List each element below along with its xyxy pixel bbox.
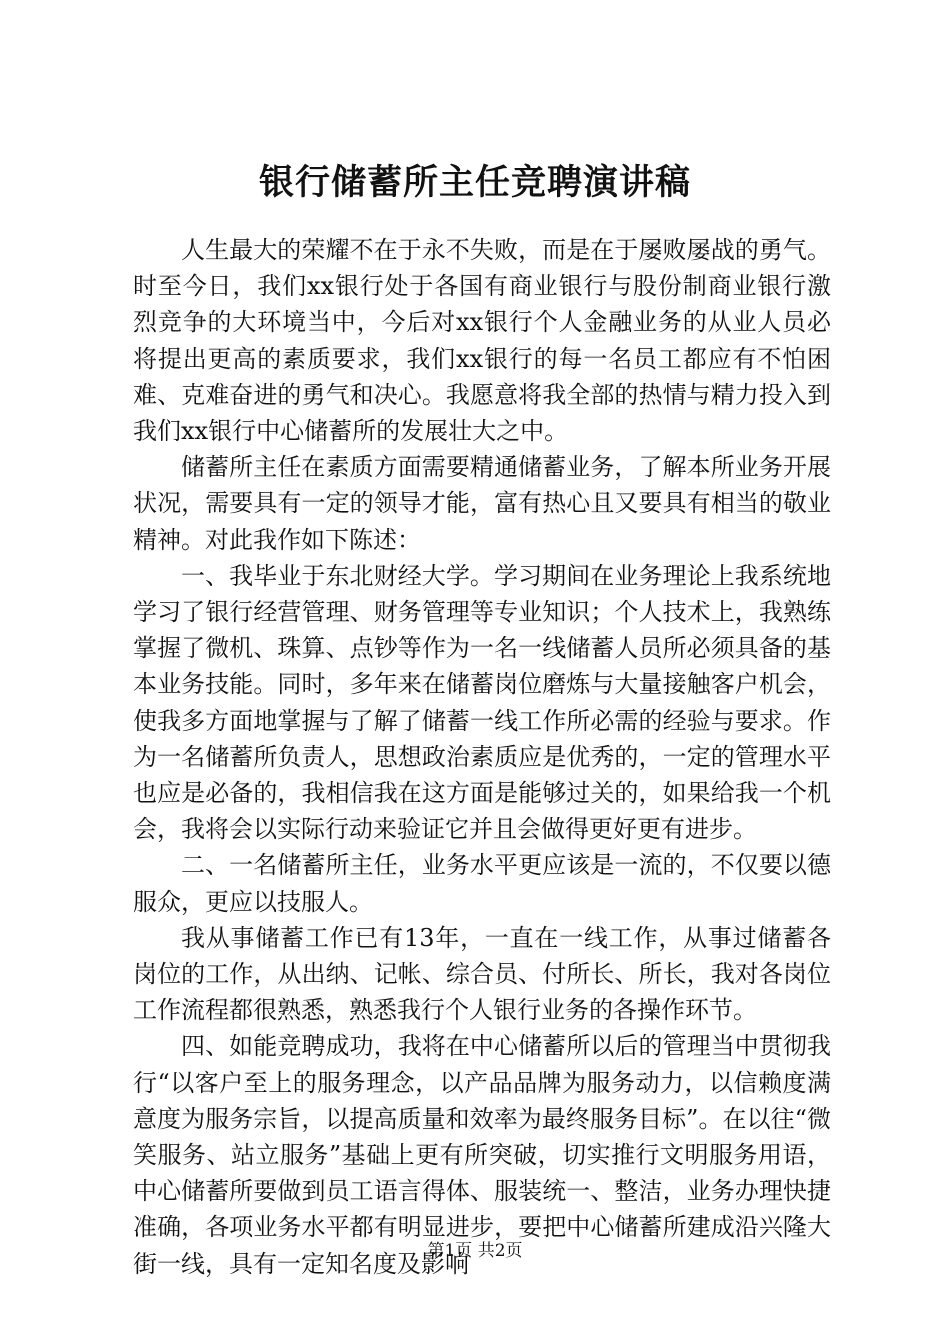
page-number-footer: 第1页 共2页 <box>427 1241 523 1261</box>
paragraph-1: 人生最大的荣耀不在于永不失败，而是在于屡败屡战的勇气。时至今日，我们xx银行处于各国有商业银行与股份制商业银行激烈竞争的大环境当中，今后对xx银行个人金融业务的从业人员必将提出更高的素质要求，我们xx银行的每一名员工都应有不怕困难、克难奋进的勇气和决心。我愿意将我全部的热情与精力投入到我们xx银行中心储蓄所的发展壮大之中。 <box>133 236 831 446</box>
paragraph-2: 储蓄所主任在素质方面需要精通储蓄业务，了解本所业务开展状况，需要具有一定的领导才能，富有热心且又要具有相当的敬业精神。对此我作如下陈述： <box>133 453 831 554</box>
document-body <box>133 232 831 1282</box>
paragraph-6: 四、如能竞聘成功，我将在中心储蓄所以后的管理当中贯彻我行“以客户至上的服务理念，以产品品牌为服务动力，以信赖度满意度为服务宗旨，以提高质量和效率为最终服务目标”。在以往“微笑服务、站立服务”基础上更有所突破，切实推行文明服务用语，中心储蓄所要做到员工语言得体、服装统一、整洁，业务办理快捷准确，各项业务水平都有明显进步，要把中心储蓄所建成沿兴隆大街一线，具有一定知名度及影响 <box>133 1032 831 1278</box>
document-title: 银行储蓄所主任竞聘演讲稿 <box>258 162 691 203</box>
paragraph-4: 二、一名储蓄所主任，业务水平更应该是一流的，不仅要以德服众，更应以技服人。 <box>133 851 831 916</box>
paragraph-5: 我从事储蓄工作已有13年，一直在一线工作，从事过储蓄各岗位的工作，从出纳、记帐、综合员、付所长、所长，我对各岗位工作流程都很熟悉，熟悉我行个人银行业务的各操作环节。 <box>133 923 831 1025</box>
paragraph-3: 一、我毕业于东北财经大学。学习期间在业务理论上我系统地学习了银行经营管理、财务管理等专业知识；个人技术上，我熟练掌握了微机、珠算、点钞等作为一名一线储蓄人员所必须具备的基本业务技能。同时，多年来在储蓄岗位磨炼与大量接触客户机会，使我多方面地掌握与了解了储蓄一线工作所必需的经验与要求。作为一名储蓄所负责人，思想政治素质应是优秀的，一定的管理水平也应是必备的，我相信我在这方面是能够过关的，如果给我一个机会，我将会以实际行动来验证它并且会做得更好更有进步。 <box>133 561 831 844</box>
